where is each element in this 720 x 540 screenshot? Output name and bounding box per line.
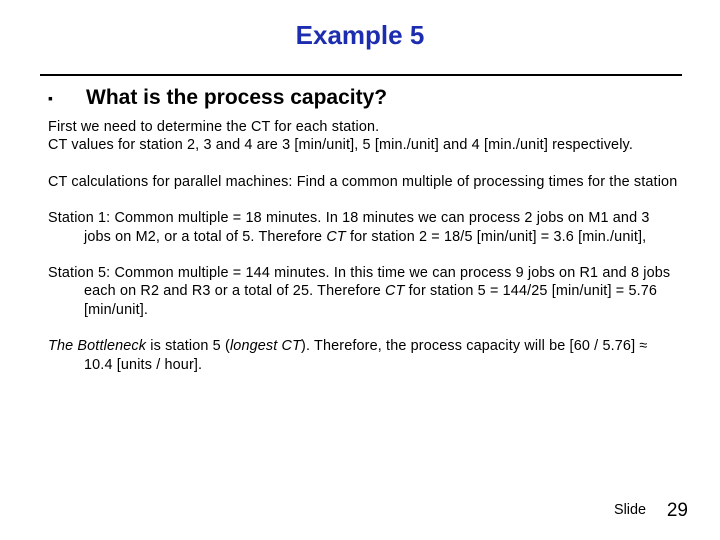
slide-body: [48, 118, 680, 374]
square-bullet-icon: ▪: [48, 90, 53, 107]
longest-ct-term: longest CT: [229, 338, 302, 355]
station-5-text: Station 5: Common multiple = 144 minutes. In this time we can process 9 jobs on R1 and 8 jobs each on R2 and R3 or a total of 25. Therefore: [48, 265, 671, 300]
slide-title: Example 5: [295, 20, 425, 50]
paragraph-ct-values: CT values for station 2, 3 and 4 are 3 [min/unit], 5 [min./unit] and 4 [min./unit] respectively.: [48, 137, 633, 154]
paragraph-bottleneck: [48, 337, 680, 374]
station-5-ct-term: CT: [385, 283, 405, 300]
paragraph-station-5: [48, 264, 680, 319]
slide-label: Slide: [614, 502, 646, 518]
question-line: [48, 86, 688, 110]
paragraph-intro: First we need to determine the CT for each station.: [48, 119, 380, 135]
paragraph-station-1: [48, 209, 680, 246]
bottleneck-term: The Bottleneck: [48, 338, 147, 355]
station-5-result: for station 5 = 144/25 [min/unit] = 5.76 [min/unit].: [84, 283, 658, 318]
station-1-result: for station 2 = 18/5 [min/unit] = 3.6 [min./unit],: [345, 228, 647, 245]
process-capacity-result: ). Therefore, the process capacity will be [60 / 5.76] ≈ 10.4 [units / hour].: [84, 338, 648, 373]
slide-number: 29: [666, 500, 688, 521]
question-text: What is the process capacity?: [86, 86, 388, 109]
station-1-ct-term: CT: [326, 228, 346, 245]
paragraph-parallel-machines: CT calculations for parallel machines: Find a common multiple of processing times for the station: [48, 173, 678, 190]
station-1-text: Station 1: Common multiple = 18 minutes. In 18 minutes we can process 2 jobs on M1 and 3 jobs on M2, or a total of 5. Therefore: [48, 210, 650, 245]
title-divider: [40, 74, 682, 76]
bottleneck-station: is station 5 (: [146, 338, 230, 355]
